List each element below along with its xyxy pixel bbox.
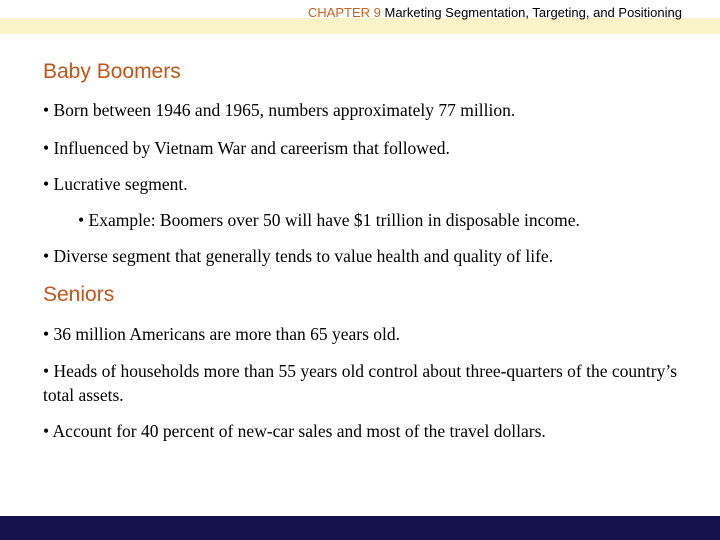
- list-item-example: • Example: Boomers over 50 will have $1 trillion in disposable income.: [78, 210, 580, 230]
- section-heading-seniors: Seniors: [43, 283, 115, 306]
- list-item: • Heads of households more than 55 years old control about three-quarters of the country’s total assets.: [43, 361, 678, 405]
- footer-band: [0, 516, 720, 540]
- list-item: • 36 million Americans are more than 65 years old.: [43, 324, 401, 344]
- list-item: • Diverse segment that generally tends to value health and quality of life.: [43, 246, 554, 266]
- section-heading-baby-boomers: Baby Boomers: [43, 60, 181, 83]
- chapter-title: Marketing Segmentation, Targeting, and Positioning: [380, 5, 682, 20]
- list-item: • Lucrative segment.: [43, 174, 188, 194]
- header-band: [0, 18, 720, 34]
- chapter-header: [308, 5, 682, 20]
- chapter-label: CHAPTER 9: [307, 5, 381, 20]
- list-item: • Account for 40 percent of new-car sales and most of the travel dollars.: [43, 421, 546, 441]
- list-item: • Influenced by Vietnam War and careerism that followed.: [43, 138, 450, 158]
- list-item: • Born between 1946 and 1965, numbers approximately 77 million.: [43, 100, 516, 120]
